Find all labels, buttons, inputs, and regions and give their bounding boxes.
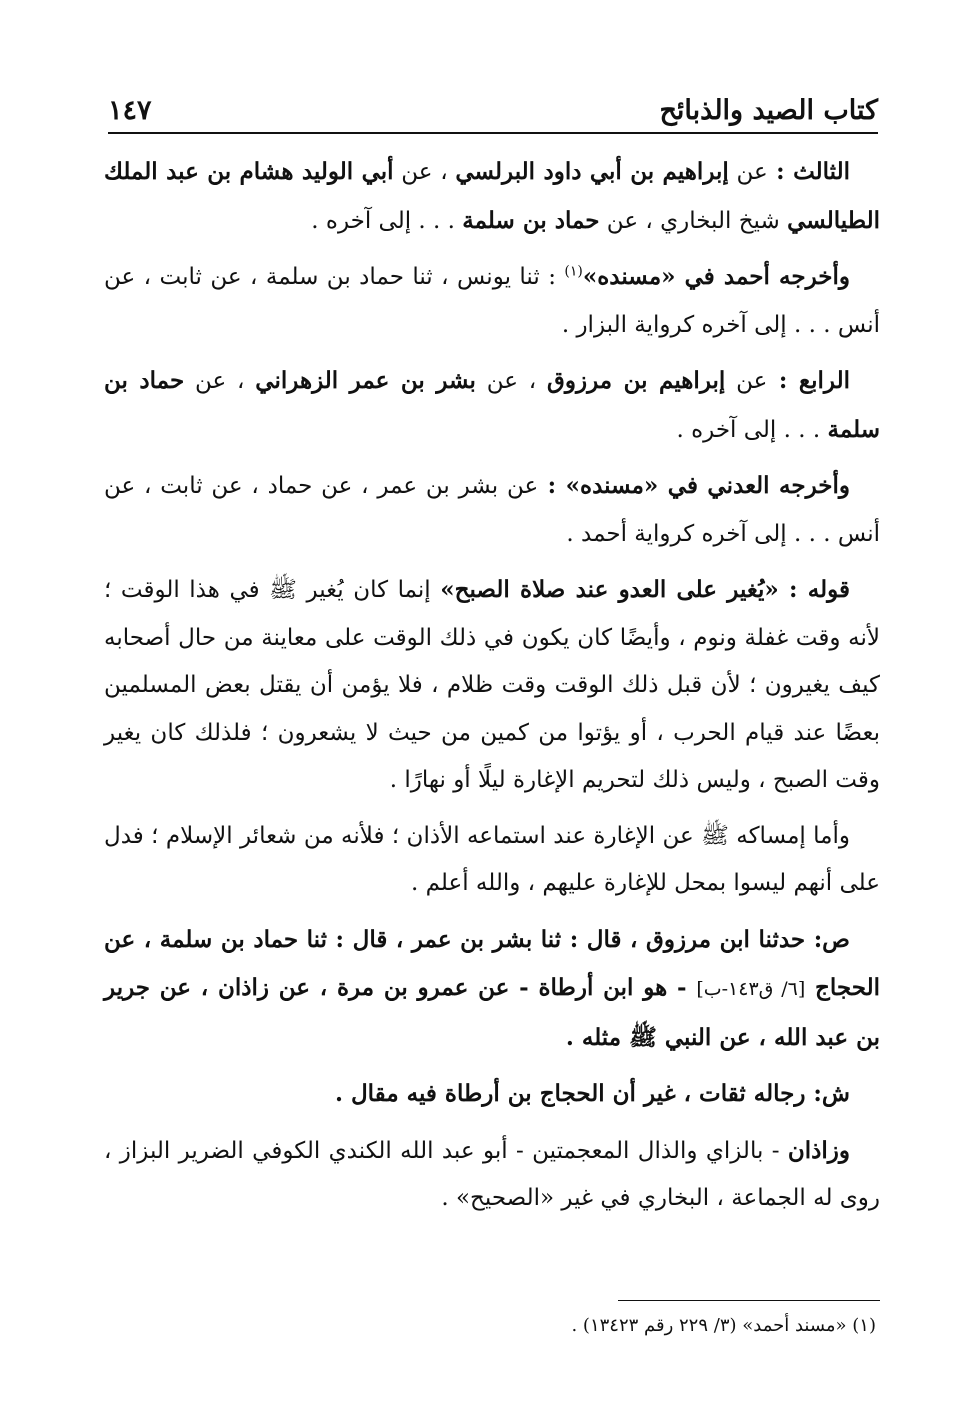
text-run: ، عن [475,368,548,394]
paragraph-adani-source [104,462,880,558]
page-number: ١٤٧ [108,95,152,126]
narrator-name: وزاذان [787,1136,850,1164]
text-run: - بالزاي والذال المعجمتين - أبو عبد الله الكندي الكوفي الضرير البزاز ، روى له الجماعة ، البخاري في غير «الصحيح» . [104,1137,880,1211]
paragraph-adhan-note [104,813,880,908]
paragraph-zadhan-note [104,1127,880,1223]
paragraph-third-chain [104,148,880,245]
footnote-reference: (١) [564,263,583,280]
source-label: وأخرجه العدني في «مسنده» : [538,472,850,499]
narrator-name: إبراهيم بن مرزوق [547,367,726,394]
paragraph-hadith-text [104,916,880,1063]
text-run: إنما كان يُغير ﷺ في هذا الوقت ؛ لأنه وقت غفلة ونوم ، وأيضًا كان يكون في ذلك الوقت على معاينة من حال أصحابه كيف يغيرون ؛ لأن قبل ذلك الوقت وقت ظلام ، فلا يؤمن أن يقتل بعض المسلمين بعضًا عند قيام الحرب ، أو يؤتوا من كمين من حيث لا يشعرون ؛ فلذلك كان يغير وقت الصبح ، وليس ذلك لتحريم الإغارة ليلًا أو نهارًا . [104,577,880,793]
text-run: شيخ البخاري ، عن [599,207,788,234]
paragraph-ahmad-source [104,253,880,349]
running-title: كتاب الصيد والذبائح [659,95,878,126]
hadith-chain: - هو ابن أرطاة - عن عمرو بن مرة ، عن زاذان ، عن جرير بن عبد الله ، عن النبي ﷺ مثله . [104,974,880,1051]
text-run: عن [728,159,768,185]
text-run: . . . إلى آخره . [311,207,463,234]
page-header [108,84,878,134]
text-run: ، عن [393,159,456,185]
quoted-phrase: قوله : «يُغير على العدو عند صلاة الصبح» [440,576,850,603]
text-run: عن [725,368,768,394]
paragraph-explanation [104,1070,880,1119]
section-label: الثالث : [767,158,851,185]
narrator-name: إبراهيم بن أبي داود البرلسي [455,158,729,185]
explanation-text: ش: رجاله ثقات ، غير أن الحجاج بن أرطاة فيه مقال . [334,1080,850,1107]
paragraph-fourth-chain [104,357,880,454]
narrator-name: حماد بن سلمة [462,206,600,234]
page-body [104,148,880,1231]
text-run: عن بشر بن عمر ، عن حماد ، عن ثابت ، عن أنس . . . إلى آخره كرواية أحمد . [104,473,880,547]
narrator-name: أبي الوليد هشام بن عبد الملك الطيالسي [104,158,880,234]
hadith-chain: ص: حدثنا ابن مرزوق ، قال : ثنا بشر بن عمر ، قال : ثنا حماد بن سلمة ، عن الحجاج [104,925,881,1001]
text-run: : ثنا يونس ، ثنا حماد بن سلمة ، عن ثابت ، عن أنس . . . إلى آخره كرواية البزار . [104,264,880,338]
text-run: . . . إلى آخره . [676,416,828,443]
footnote: (١) «مسند أحمد» (٣/ ٢٢٩ رقم ١٣٤٢٣) . [571,1315,876,1336]
section-label: الرابع : [767,367,851,394]
manuscript-reference: [٦/ ق١٤٣-ب] [696,978,806,1000]
footnote-divider [618,1300,880,1301]
narrator-name: بشر بن عمر الزهراني [255,367,476,394]
text-run: ، عن [184,368,256,394]
paragraph-commentary [104,566,880,805]
text-run: وأما إمساكه ﷺ عن الإغارة عند استماعه الأذان ؛ فلأنه من شعائر الإسلام ؛ فدل على أنهم ليسوا بمحل للإغارة عليهم ، والله أعلم . [104,822,880,896]
narrator-name: حماد بن سلمة [104,367,880,443]
source-label: وأخرجه أحمد في «مسنده» [582,263,850,290]
